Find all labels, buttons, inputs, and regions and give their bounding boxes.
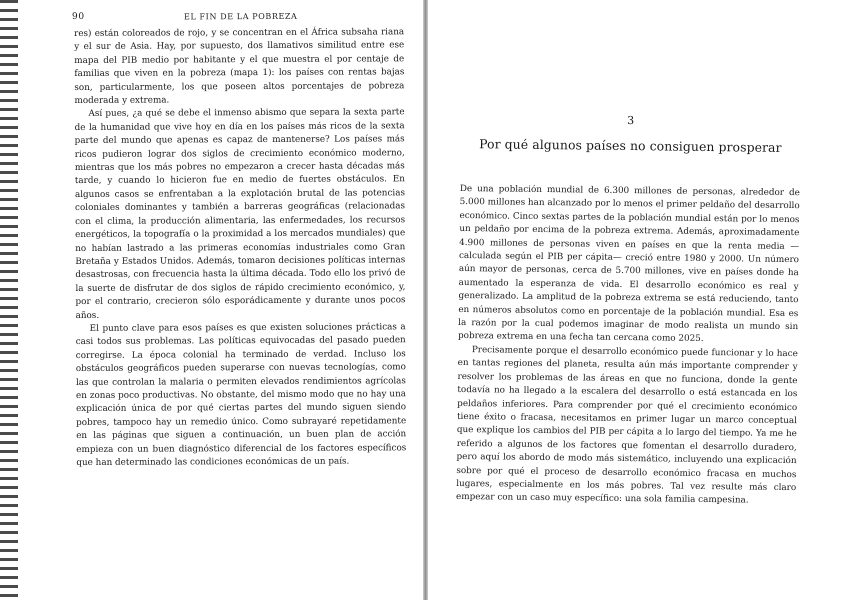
running-head (74, 10, 404, 28)
paragraph: De una población mundial de 6.300 millones de personas, alrededor de 5.000 millones han alcanzado por lo menos el primer peldaño del desarrollo económico. Cinco sextas partes de la población mundial están por lo menos un peldaño por encima de la pobreza extrema. Además, aproximadamente 4.900 millones de personas viven en países en que la renta media —calculada según el PIB per cápita— creció entre 1980 y 2000. Un número aún mayor de personas, cerca de 5.700 millones, vive en países donde ha aumentado la esperanza de vida. El desarrollo económico es real y generalizado. La amplitud de la pobreza extrema se está reduciendo, tanto en números absolutos como en porcentaje de la población mundial. Esa es la razón por la cual podemos imaginar de modo realista un mundo sin pobreza extrema en una fecha tan cercana como 2025. (457, 183, 800, 345)
chapter-number: 3 (627, 114, 635, 128)
page-number: 90 (72, 11, 85, 23)
book-spine (423, 0, 428, 600)
paragraph: Así pues, ¿a qué se debe el inmenso abismo que separa la sexta parte de la humanidad que vive hoy en día en los países más ricos de la sexta parte del mundo que apenas es capaz de mantenerse? Los países más ricos pudieron lograr dos siglos de crecimiento económico moderno, mientras que los más pobres no empezaron a crecer hasta décadas más tarde, y cuando lo hicieron fue en medio de fuertes obstáculos. En algunos casos se enfrentaban a la explotación brutal de las potencias coloniales dominantes y también a barreras geográficas (relacionadas con el clima, la producción alimentaria, las enfermedades, los recursos energéticos, la topografía o la proximidad a los mercados mundiales) que no habían lastrado a las primeras economías industriales como Gran Bretaña y Estados Unidos. Además, tomaron decisiones políticas internas desastrosas, con frecuencia hasta la última década. Todo ello los privó de la suerte de disfrutar de dos siglos de rápido crecimiento económico, y, por el contrario, crecieron sólo esporádicamente y durante unos pocos años. (74, 107, 406, 321)
right-page (455, 12, 802, 591)
paragraph: El punto clave para esos países es que existen soluciones prácticas a casi todos sus problemas. Las políticas equivocadas del pasado pueden corregirse. La época colonial ha terminado de verdad. Incluso los obstáculos geográficos pueden superarse con nuevas tecnologías, como las que controlan la malaria o permiten elevados rendimientos agrícolas en zonas poco productivas. No obstante, del mismo modo que no hay una explicación única de por qué ciertas partes del mundo siguen siendo pobres, tampoco hay un remedio único. Como subrayaré repetidamente en las páginas que siguen a continuación, un buen plan de acción empieza con un buen diagnóstico diferencial de los factores específicos que han determinado las condiciones económicas de un país. (75, 322, 407, 468)
running-head-title: EL FIN DE LA POBREZA (184, 11, 298, 22)
chapter-title: Por qué algunos países no consiguen prosperar (479, 136, 782, 155)
left-page (74, 10, 407, 582)
scan-left-edge (0, 0, 18, 600)
paragraph: res) están coloreados de rojo, y se concentran en el África subsaha riana y el sur de Asia. Hay, por supuesto, dos llamativos similitud entre ese mapa del PIB medio por habitante y el que muestra el por centaje de familias que viven en la pobreza (mapa 1): los países con rentas bajas son, particularmente, los que poseen altos porcentajes de pobreza moderada y extrema. (74, 27, 405, 107)
right-page-body (456, 183, 800, 509)
left-page-body (74, 26, 406, 470)
paragraph: Precisamente porque el desarrollo económico puede funcionar y lo hace en tantas regiones del planeta, resulta aún más importante comprender y resolver los problemas de las áreas en que no funciona, donde la gente todavía no ha llegado a la escalera del desarrollo o está estancada en los peldaños inferiores. Para comprender por qué el crecimiento económico tiene éxito o fracasa, necesitamos en primer lugar un marco conceptual que explique los cambios del PIB per cápita a lo largo del tiempo. Ya me he referido a algunos de los factores que fomentan el desarrollo duradero, pero aquí los abordo de modo más sistemático, incluyendo una explicación sobre por qué el proceso de desarrollo económico fracasa en muchos lugares, especialmente en los más pobres. Tal vez resulte más claro empezar con un caso muy específico: una sola familia campesina. (456, 345, 798, 506)
